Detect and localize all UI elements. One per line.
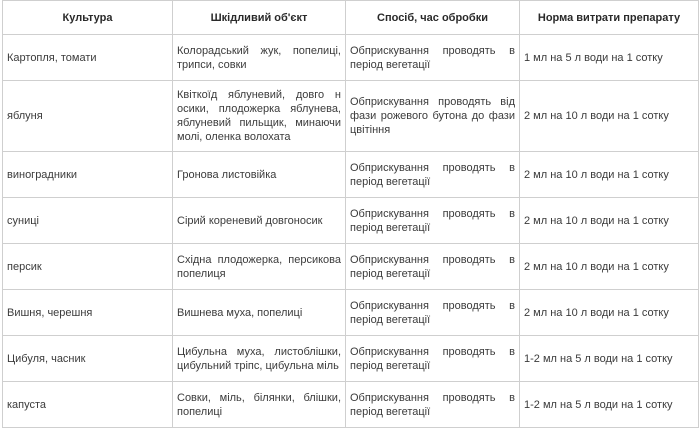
cell-method: Обприскування проводять в період вегетації: [346, 35, 520, 81]
content-area: [2, 0, 698, 428]
table-row: [3, 382, 699, 428]
table-row: [3, 198, 699, 244]
cell-rate: 2 мл на 10 л води на 1 сотку: [520, 290, 699, 336]
header-row: [3, 1, 699, 35]
table-row: [3, 81, 699, 152]
cell-rate: 2 мл на 10 л води на 1 сотку: [520, 244, 699, 290]
cell-rate: 2 мл на 10 л води на 1 сотку: [520, 152, 699, 198]
cell-pest: Цибульна муха, листоблішки, цибульний тріпс, цибульна міль: [173, 336, 346, 382]
cell-method: Обприскування проводять в період вегетації: [346, 336, 520, 382]
cell-rate: 2 мл на 10 л води на 1 сотку: [520, 198, 699, 244]
cell-method: Обприскування проводять в період вегетації: [346, 152, 520, 198]
cell-crop: Вишня, черешня: [3, 290, 173, 336]
cell-rate: 2 мл на 10 л води на 1 сотку: [520, 81, 699, 152]
cell-pest: Колорадський жук, попелиці, трипси, совки: [173, 35, 346, 81]
cell-crop: Картопля, томати: [3, 35, 173, 81]
table-row: [3, 35, 699, 81]
cell-pest: Гронова листовійка: [173, 152, 346, 198]
cell-crop: Цибуля, часник: [3, 336, 173, 382]
table-row: [3, 336, 699, 382]
header-crop: Культура: [3, 1, 173, 35]
cell-method: Обприскування проводять в період вегетації: [346, 382, 520, 428]
cell-crop: персик: [3, 244, 173, 290]
cell-pest: Квіткоїд яблуневий, довго н осики, плодожерка яблунева, яблуневий пильщик, минаючи молі, оленка волохата: [173, 81, 346, 152]
cell-method: Обприскування проводять в період вегетації: [346, 290, 520, 336]
cell-pest: Вишнева муха, попелиці: [173, 290, 346, 336]
cell-method: Обприскування проводять від фази рожевого бутона до фази цвітіння: [346, 81, 520, 152]
cell-crop: капуста: [3, 382, 173, 428]
table-header: [3, 1, 699, 35]
header-pest: Шкідливий об'єкт: [173, 1, 346, 35]
pesticide-usage-table: [2, 0, 699, 428]
table-row: [3, 290, 699, 336]
table-row: [3, 152, 699, 198]
header-method: Спосіб, час обробки: [346, 1, 520, 35]
cell-method: Обприскування проводять в період вегетації: [346, 244, 520, 290]
cell-rate: 1-2 мл на 5 л води на 1 сотку: [520, 336, 699, 382]
cell-rate: 1-2 мл на 5 л води на 1 сотку: [520, 382, 699, 428]
cell-pest: Совки, міль, білянки, блішки, попелиці: [173, 382, 346, 428]
cell-crop: суниці: [3, 198, 173, 244]
cell-rate: 1 мл на 5 л води на 1 сотку: [520, 35, 699, 81]
cell-crop: виноградники: [3, 152, 173, 198]
table-row: [3, 244, 699, 290]
cell-crop: яблуня: [3, 81, 173, 152]
table-body: [3, 35, 699, 428]
cell-method: Обприскування проводять в період вегетації: [346, 198, 520, 244]
cell-pest: Сірий кореневий довгоносик: [173, 198, 346, 244]
cell-pest: Східна плодожерка, персикова попелиця: [173, 244, 346, 290]
header-rate: Норма витрати препарату: [520, 1, 699, 35]
